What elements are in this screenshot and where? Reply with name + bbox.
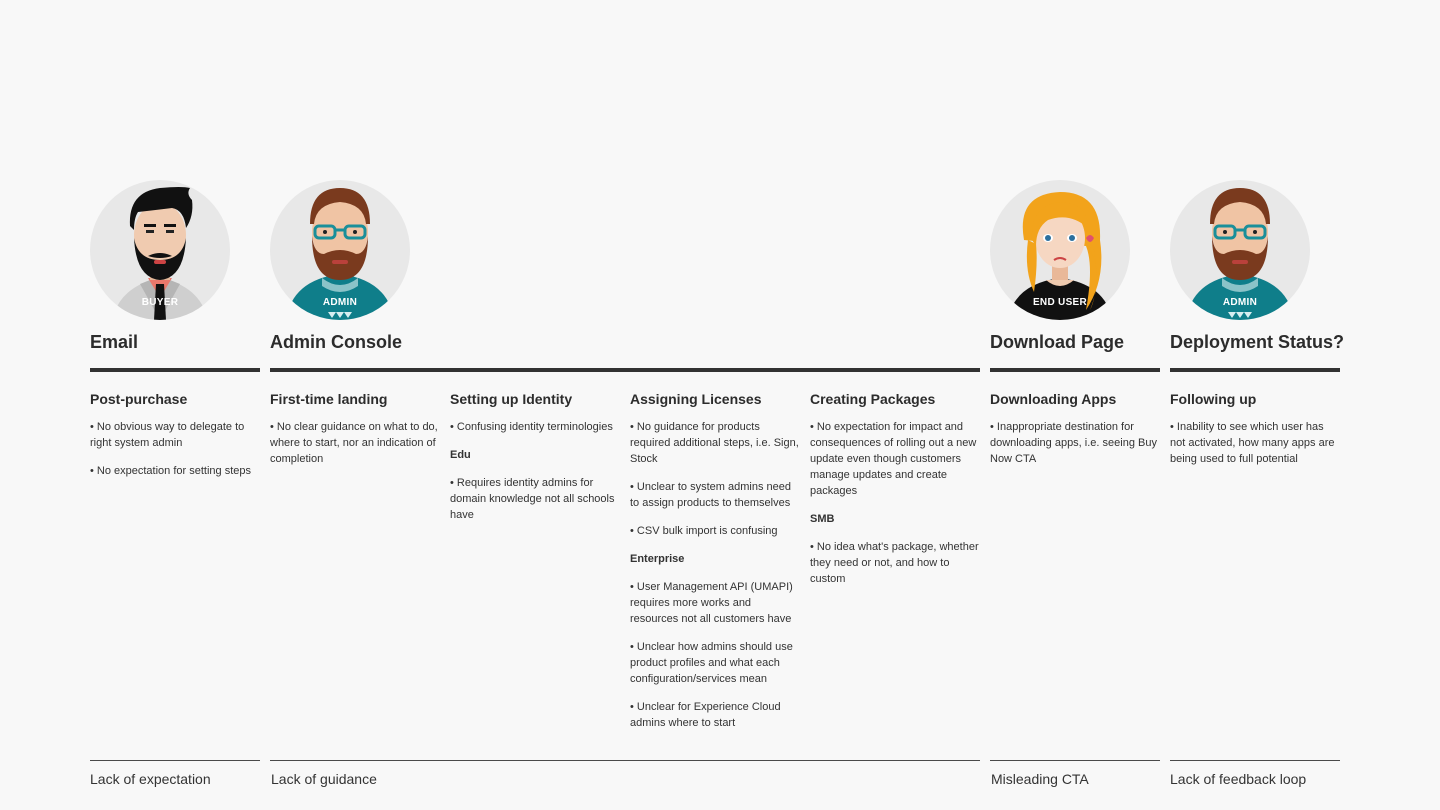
pain-point: • Inappropriate destination for downloading apps, i.e. seeing Buy Now CTA [990,421,1157,465]
persona-role-label: ADMIN [322,297,358,308]
pain-point: • User Management API (UMAPI) requires more works and resources not all customers have [630,581,793,625]
pain-point: • No clear guidance on what to do, where to start, nor an indication of completion [270,421,438,465]
column-setting-up-identity [450,391,622,535]
segment-label-enterprise: Enterprise [630,553,685,565]
footer-theme-label: Lack of feedback loop [1170,771,1307,787]
pain-point: • No idea what's package, whether they need or not, and how to custom [810,541,979,585]
stage-title-email: Email [90,332,139,352]
pain-point: • CSV bulk import is confusing [630,525,778,537]
column-heading: Downloading Apps [990,391,1117,407]
buyer-avatar [90,180,230,320]
column-heading: Setting up Identity [450,391,573,407]
pain-point: • Confusing identity terminologies [450,421,613,433]
admin-avatar [270,180,410,320]
column-heading: Following up [1170,391,1257,407]
column-following-up [1170,391,1340,479]
admin-avatar-2 [1170,180,1310,320]
segment-label-smb: SMB [810,513,835,525]
pain-point: • No guidance for products required additional steps, i.e. Sign, Stock [630,421,799,465]
pain-point: • Unclear how admins should use product profiles and what each configuration/services mean [630,641,793,685]
persona-role-label: ADMIN [1222,297,1258,308]
pain-point: • No obvious way to delegate to right system admin [90,421,245,449]
stage-bar-download-page [990,368,1160,372]
pain-point: • Inability to see which user has not activated, how many apps are being used to full potential [1170,421,1335,465]
footer-theme-label: Lack of expectation [90,771,211,787]
stage-bar-deployment-status [1170,368,1340,372]
column-heading: First-time landing [270,391,388,407]
column-assigning-licenses [630,391,802,743]
stage-title-download-page: Download Page [990,332,1125,352]
footer-divider [990,760,1160,761]
stage-bar-admin-console [270,368,980,372]
stage-title-deployment-status: Deployment Status? [1170,332,1345,352]
pain-point: • Requires identity admins for domain knowledge not all schools have [450,477,615,521]
footer-divider [90,760,260,761]
column-downloading-apps [990,391,1162,479]
footer-theme-label: Misleading CTA [991,771,1089,787]
pain-point: • Unclear to system admins need to assign products to themselves [630,481,791,509]
column-heading: Creating Packages [810,391,936,407]
column-heading: Assigning Licenses [630,391,762,407]
pain-point: • No expectation for setting steps [90,465,251,477]
stage-bar-email [90,368,260,372]
footer-divider [270,760,980,761]
footer-divider [1170,760,1340,761]
persona-role-label: END USER [1032,297,1088,308]
segment-label-edu: Edu [450,449,471,461]
footer-theme-label: Lack of guidance [271,771,377,787]
column-first-time-landing [270,391,442,479]
column-creating-packages [810,391,982,599]
pain-point: • No expectation for impact and consequences of rolling out a new update even though customers manage updates and create packages [810,421,977,497]
pain-point: • Unclear for Experience Cloud admins where to start [630,701,781,729]
column-heading: Post-purchase [90,391,188,407]
persona-role-label: BUYER [141,297,179,308]
stage-title-admin-console: Admin Console [270,332,403,352]
column-post-purchase [90,391,260,491]
end-user-avatar [990,180,1130,320]
